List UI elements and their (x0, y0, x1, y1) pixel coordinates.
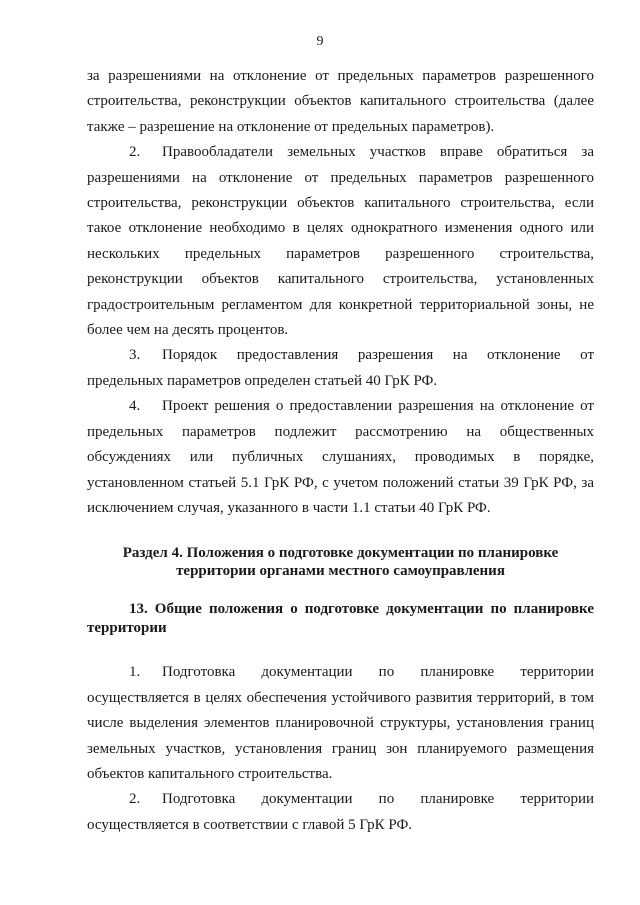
item-text: Правообладатели земельных участков вправе обратиться за разрешениями на отклонение от предельных параметров разрешенного строительства, реконструкции объектов капитального строительства, если такое отклонение необходимо в целях однократного изменения одного или нескольких предельных параметров разрешенного строительства, реконструкции объектов капитального строительства, установленных градостроительным регламентом для конкретной территориальной зоны, не более чем на десять процентов. (87, 144, 594, 339)
section-heading: Раздел 4. Положения о подготовке документации по планировке территории органами местного самоуправления (122, 545, 559, 580)
list-item (87, 343, 594, 394)
list-item (87, 140, 594, 343)
item-number: 3. (129, 347, 141, 364)
item-number: 2. (129, 144, 141, 161)
item-text: Подготовка документации по планировке территории осуществляется в целях обеспечения устойчивого развития территорий, в том числе выделения элементов планировочной структуры, установления границ земельных участков, установления границ зон планируемого размещения объектов капитального строительства. (87, 664, 594, 782)
item-number: 2. (129, 791, 141, 808)
item-number: 1. (129, 664, 141, 681)
article-heading: 13. Общие положения о подготовке документации по планировке территории (87, 601, 594, 637)
list-item (87, 660, 594, 787)
item-text: Подготовка документации по планировке территории осуществляется в соответствии с главой 5 ГрК РФ. (87, 791, 594, 833)
list-item (87, 787, 594, 838)
item-text: Порядок предоставления разрешения на отклонение от предельных параметров определен статьей 40 ГрК РФ. (87, 347, 594, 389)
list-item (87, 394, 594, 521)
document-body (87, 64, 594, 838)
page-number: 9 (316, 34, 324, 49)
item-number: 4. (129, 398, 141, 415)
intro-paragraph: за разрешениями на отклонение от предельных параметров разрешенного строительства, реконструкции объектов капитального строительства (далее также – разрешение на отклонение от предельных параметров). (87, 68, 594, 135)
item-text: Проект решения о предоставлении разрешения на отклонение от предельных параметров подлежит рассмотрению на общественных обсуждениях или публичных слушаниях, проводимых в порядке, установленном статьей 5.1 ГрК РФ, с учетом положений статьи 39 ГрК РФ, за исключением случая, указанного в части 1.1 статьи 40 ГрК РФ. (87, 398, 594, 516)
